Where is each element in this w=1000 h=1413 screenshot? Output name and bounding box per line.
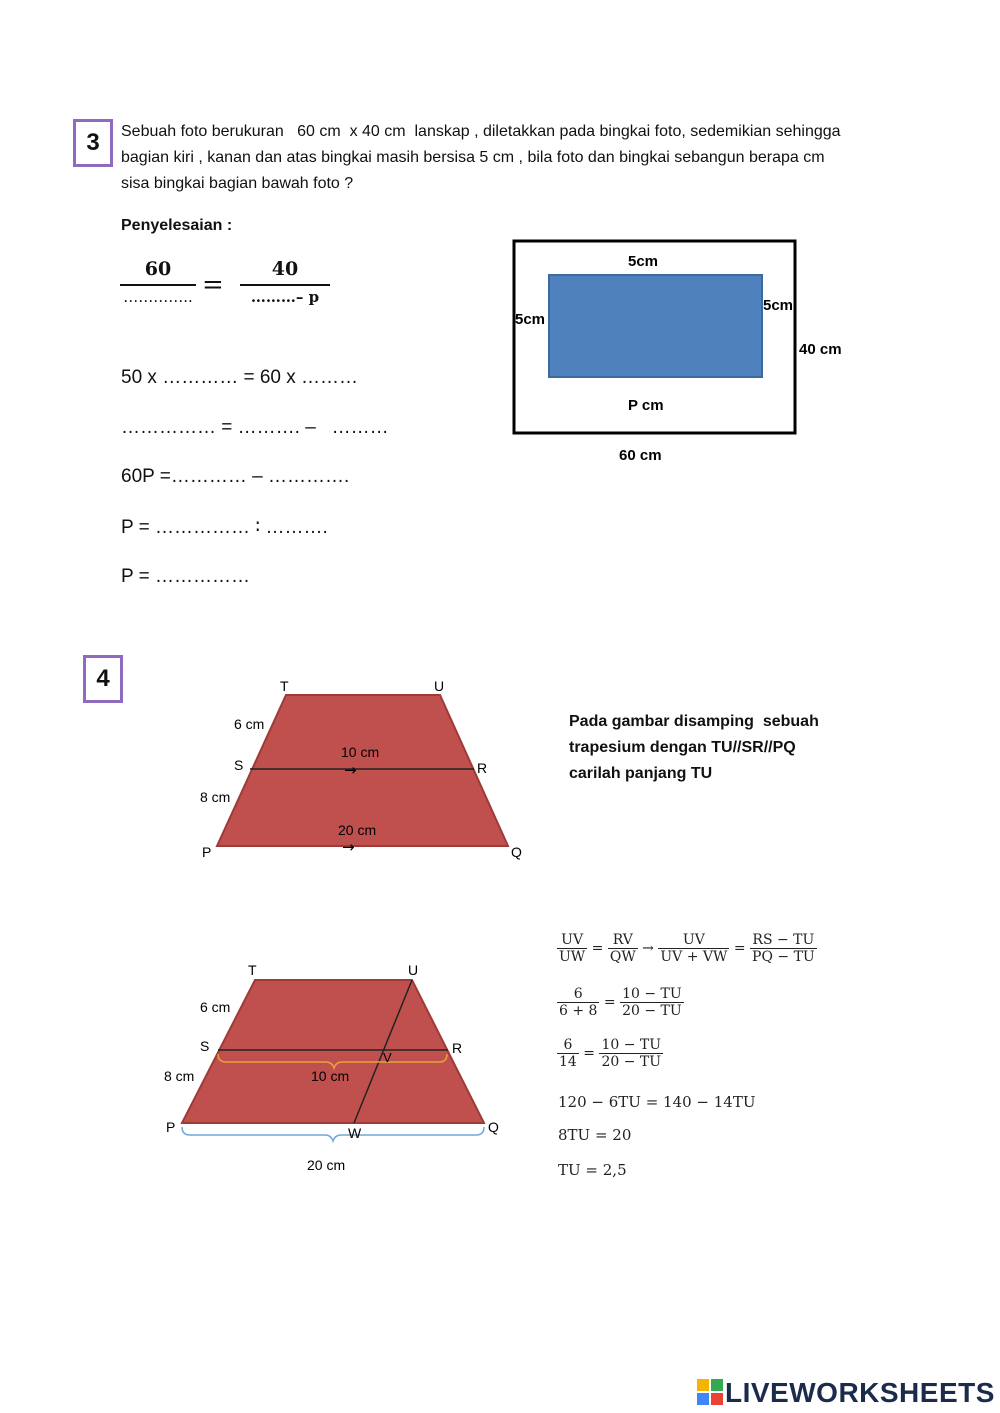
frame-left-label: 5cm bbox=[515, 311, 546, 328]
frame-width-label: 60 cm bbox=[619, 447, 662, 464]
fraction-left-bar bbox=[120, 284, 196, 286]
answer-step-4: P = …………… ∶ ………. bbox=[121, 517, 328, 538]
ratio-uv-uvvw: $\frac{UV}{UV + VW}$ bbox=[660, 932, 728, 965]
question-3-line-1: Sebuah foto berukuran 60 cm x 40 cm lanskap , diletakkan pada bingkai foto, sedemikian sehingga bbox=[121, 123, 841, 140]
midline-length-2: 10 cm bbox=[311, 1068, 350, 1084]
question-number-4: 4 bbox=[83, 655, 123, 703]
vertex-P2-label: P bbox=[166, 1119, 176, 1135]
vertex-S-label: S bbox=[234, 757, 244, 773]
vertex-R-label: R bbox=[477, 760, 488, 776]
solution-line-1: $\frac{UV}{UW}$ = $\frac{RV}{QW}$ → $\frac{UV}{UV + VW}$ = $\frac{RS - TU}{PQ - TU}$ bbox=[559, 932, 815, 965]
vertex-P-label: P bbox=[202, 844, 212, 860]
vertex-Q2-label: Q bbox=[488, 1119, 499, 1135]
ratio-tu-expression-2: $\frac{10 - TU}{20 - TU}$ bbox=[601, 1037, 662, 1070]
solution-line-2: $\frac{6}{6 + 8}$ = $\frac{10 - TU}{20 - TU}$ bbox=[559, 986, 682, 1019]
fraction-equals-sign: = bbox=[202, 270, 224, 300]
liveworksheets-logo-icon bbox=[697, 1379, 723, 1407]
question-3-line-3: sisa bingkai bagian bawah foto ? bbox=[121, 175, 354, 192]
photo-frame-diagram bbox=[500, 230, 860, 470]
side-bottom-length-2: 8 cm bbox=[164, 1068, 195, 1084]
vertex-T2-label: T bbox=[248, 962, 257, 978]
question-4-prompt bbox=[569, 709, 819, 787]
solution-line-4: 120 − 6TU = 140 − 14TU bbox=[558, 1093, 756, 1111]
frame-right-label: 5cm bbox=[763, 297, 794, 314]
solution-label: Penyelesaian : bbox=[121, 217, 233, 234]
midline-length: 10 cm bbox=[341, 744, 380, 760]
solution-line-5: 8TU = 20 bbox=[558, 1126, 632, 1144]
fraction-left-denominator: ………….. bbox=[123, 288, 193, 306]
vertex-U-label: U bbox=[434, 678, 445, 694]
fraction-left bbox=[120, 258, 196, 306]
base-arrow: → bbox=[342, 838, 355, 856]
base-length-2: 20 cm bbox=[307, 1157, 346, 1173]
fraction-right-bar bbox=[240, 284, 330, 286]
ratio-6-over-6plus8: $\frac{6}{6 + 8}$ bbox=[559, 986, 598, 1019]
question-4-prompt-line-2: trapesium dengan TU//SR//PQ bbox=[569, 739, 796, 756]
question-3-text bbox=[121, 119, 921, 197]
vertex-Q-label: Q bbox=[511, 844, 522, 860]
vertex-V-label: V bbox=[383, 1050, 392, 1065]
fraction-right-denominator: ………– p bbox=[250, 288, 320, 306]
answer-step-3: 60P =………… – …………. bbox=[121, 466, 350, 487]
answer-step-1: 50 x ………… = 60 x ……… bbox=[121, 367, 359, 388]
liveworksheets-logo-text: LIVEWORKSHEETS bbox=[725, 1377, 995, 1408]
vertex-T-label: T bbox=[280, 678, 289, 694]
question-4-prompt-line-3: carilah panjang TU bbox=[569, 765, 713, 782]
vertex-R2-label: R bbox=[452, 1040, 463, 1056]
vertex-S2-label: S bbox=[200, 1038, 210, 1054]
vertex-W-label: W bbox=[348, 1125, 362, 1141]
question-3-line-2: bagian kiri , kanan dan atas bingkai masih bersisa 5 cm , bila foto dan bingkai sebangun berapa cm bbox=[121, 149, 825, 166]
question-number-3: 3 bbox=[73, 119, 113, 167]
frame-top-label: 5cm bbox=[628, 253, 659, 270]
ratio-rv-qw: $\frac{RV}{QW}$ bbox=[609, 932, 636, 965]
vertex-U2-label: U bbox=[408, 962, 419, 978]
solution-line-6: TU = 2,5 bbox=[558, 1161, 627, 1179]
trapezoid-diagram-1 bbox=[190, 670, 540, 870]
fraction-right-numerator: 40 bbox=[271, 258, 299, 280]
fraction-right bbox=[240, 258, 330, 306]
ratio-6-over-14: $\frac{6}{14}$ bbox=[559, 1037, 577, 1070]
ratio-rs-tu: $\frac{RS - TU}{PQ - TU}$ bbox=[752, 932, 815, 965]
ratio-tu-expression-1: $\frac{10 - TU}{20 - TU}$ bbox=[622, 986, 682, 1019]
liveworksheets-logo bbox=[697, 1377, 995, 1409]
answer-step-2: …………… = ………. – ……… bbox=[121, 417, 389, 438]
question-4-prompt-line-1: Pada gambar disamping sebuah bbox=[569, 713, 819, 730]
base-length: 20 cm bbox=[338, 822, 377, 838]
trapezoid-diagram-2 bbox=[150, 955, 520, 1185]
frame-bottom-label: P cm bbox=[628, 397, 664, 414]
side-bottom-length: 8 cm bbox=[200, 789, 231, 805]
fraction-left-numerator: 60 bbox=[144, 258, 172, 280]
ratio-uv-uw: $\frac{UV}{UW}$ bbox=[559, 932, 586, 965]
photo-rectangle bbox=[549, 275, 762, 377]
midline-arrow: → bbox=[344, 761, 357, 779]
side-top-length-2: 6 cm bbox=[200, 999, 231, 1015]
solution-line-3: $\frac{6}{14}$ = $\frac{10 - TU}{20 - TU}$ bbox=[559, 1037, 662, 1070]
side-top-length: 6 cm bbox=[234, 716, 265, 732]
base-brace bbox=[182, 1127, 484, 1141]
frame-height-label: 40 cm bbox=[799, 341, 842, 358]
answer-step-5: P = …………… bbox=[121, 566, 250, 587]
